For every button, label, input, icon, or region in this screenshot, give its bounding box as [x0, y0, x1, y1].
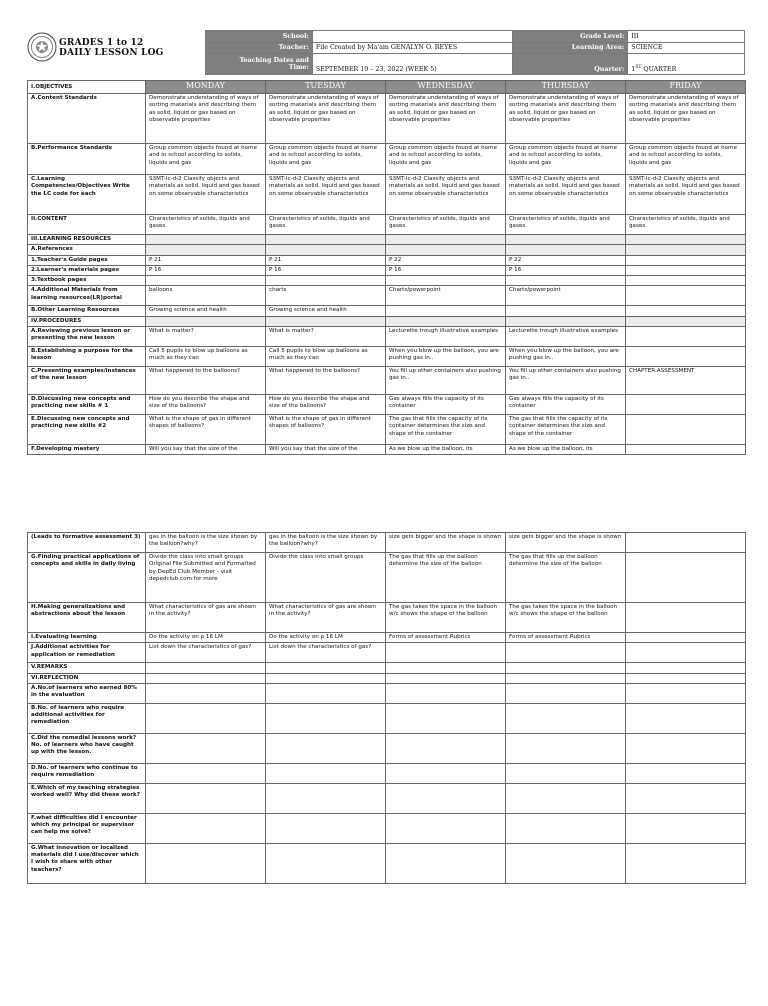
- school-value: [312, 31, 512, 43]
- row-d-discussing-new-concepts-and-practicing: [28, 395, 746, 415]
- cell-wednesday: [386, 306, 506, 316]
- row-label: A.References: [28, 245, 146, 255]
- row-v-remarks: [28, 663, 746, 673]
- day-header-wednesday: WEDNESDAY: [386, 81, 506, 94]
- cell-thursday: As we blow up the balloon, its: [506, 445, 626, 455]
- cell-monday: [146, 663, 266, 673]
- row-label: C.Learning Competencies/Objectives Write the LC code for each: [28, 175, 146, 215]
- cell-tuesday: [266, 783, 386, 813]
- cell-friday: [626, 255, 746, 265]
- cell-wednesday: The gas that fills the capacity of its container determines the size and shape of the container: [386, 415, 506, 445]
- cell-friday: [626, 445, 746, 455]
- cell-tuesday: [266, 683, 386, 703]
- cell-tuesday: [266, 703, 386, 733]
- row-label: E.Discussing new concepts and practicing new skills #2: [28, 415, 146, 445]
- cell-friday: CHAPTER ASSESSMENT: [626, 367, 746, 395]
- row-a-reviewing-previous-lesson-or-presentin: [28, 327, 746, 347]
- cell-tuesday: S3MT-Ic-d-2 Classify objects and materials as solid, liquid and gas based on some observable characteristics: [266, 175, 386, 215]
- cell-tuesday: [266, 843, 386, 883]
- cell-monday: [146, 733, 266, 763]
- row-label: II.CONTENT: [28, 215, 146, 235]
- row-e-discussing-new-concepts-and-practicing: [28, 415, 746, 445]
- cell-wednesday: [386, 643, 506, 663]
- cell-tuesday: List down the characteristics of gas?: [266, 643, 386, 663]
- cell-monday: Characteristics of solids, liquids and gases: [146, 215, 266, 235]
- teaching-dates-label-line1: Teaching Dates and: [239, 57, 309, 64]
- cell-monday: [146, 813, 266, 843]
- cell-thursday: [506, 235, 626, 245]
- row-iv-procedures: [28, 316, 746, 326]
- row-label: B.Establishing a purpose for the lesson: [28, 347, 146, 367]
- cell-wednesday: Demonstrate understanding of ways of sorting materials and describing them as solid, liquid or gas based on observable properties: [386, 94, 506, 144]
- row-label: C.Did the remedial lessons work? No. of learners who have caught up with the lesson.: [28, 733, 146, 763]
- cell-thursday: [506, 673, 626, 683]
- cell-wednesday: [386, 245, 506, 255]
- cell-tuesday: [266, 276, 386, 286]
- cell-tuesday: [266, 663, 386, 673]
- cell-friday: S3MT-Ic-d-2 Classify objects and materials as solid, liquid and gas based on some observable characteristics: [626, 175, 746, 215]
- cell-tuesday: [266, 813, 386, 843]
- row-label: F.Developing mastery: [28, 445, 146, 455]
- cell-monday: [146, 783, 266, 813]
- cell-wednesday: When you blow up the balloon, you are pushing gas in..: [386, 347, 506, 367]
- cell-monday: [146, 245, 266, 255]
- cell-thursday: The gas that fills the capacity of its container determines the size and shape of the container: [506, 415, 626, 445]
- cell-wednesday: [386, 663, 506, 673]
- cell-tuesday: charts: [266, 286, 386, 306]
- cell-tuesday: [266, 316, 386, 326]
- learning-area-value: SCIENCE: [628, 42, 745, 54]
- cell-thursday: [506, 683, 626, 703]
- row-ii-content: [28, 215, 746, 235]
- cell-thursday: [506, 763, 626, 783]
- quarter-label: Quarter:: [512, 54, 628, 75]
- cell-wednesday: Forms of assessment.Rubrics: [386, 633, 506, 643]
- row-label: A.Content Standards: [28, 94, 146, 144]
- cell-monday: [146, 673, 266, 683]
- row-h-making-generalizations-and-abstraction: [28, 603, 746, 633]
- cell-thursday: Characteristics of solids, liquids and gases: [506, 215, 626, 235]
- row-g-what-innovation-or-localized-materials: [28, 843, 746, 883]
- document-title: [59, 38, 164, 58]
- cell-thursday: Gas always fills the capacity of its container: [506, 395, 626, 415]
- cell-thursday: [506, 306, 626, 316]
- cell-thursday: S3MT-Ic-d-2 Classify objects and materials as solid, liquid and gas based on some observable characteristics: [506, 175, 626, 215]
- cell-thursday: P 22: [506, 255, 626, 265]
- cell-wednesday: P 22: [386, 255, 506, 265]
- row-label: E.Which of my teaching strategies worked well? Why did these work?: [28, 783, 146, 813]
- cell-thursday: P 16: [506, 265, 626, 275]
- row-label: VI.REFLECTION: [28, 673, 146, 683]
- row-c-presenting-examples-instances-of-the-n: [28, 367, 746, 395]
- cell-thursday: [506, 276, 626, 286]
- cell-friday: [626, 316, 746, 326]
- cell-wednesday: The gas takes the space in the balloon w/c shows the shape of the balloon: [386, 603, 506, 633]
- cell-tuesday: [266, 673, 386, 683]
- cell-monday: Demonstrate understanding of ways of sorting materials and describing them as solid, liquid or gas based on observable properties: [146, 94, 266, 144]
- row-label: B.Other Learning Resources: [28, 306, 146, 316]
- grade-level-value: III: [628, 31, 745, 43]
- cell-monday: P 21: [146, 255, 266, 265]
- title-line-1: GRADES 1 to 12: [59, 38, 144, 48]
- row-label: 2.Learner's materials pages: [28, 265, 146, 275]
- row-label: G.Finding practical applications of concepts and skills in daily living: [28, 553, 146, 603]
- cell-monday: [146, 276, 266, 286]
- row-label: F.what difficulties did I encounter which my principal or supervisor can help me solve?: [28, 813, 146, 843]
- cell-friday: [626, 533, 746, 553]
- cell-friday: [626, 733, 746, 763]
- row-e-which-of-my-teaching-strategies-worked: [28, 783, 746, 813]
- cell-tuesday: How do you describe the shape and size of the balloons?: [266, 395, 386, 415]
- teaching-dates-label: [206, 54, 313, 75]
- cell-tuesday: [266, 763, 386, 783]
- cell-monday: [146, 703, 266, 733]
- teaching-dates-value: SEPTEMBER 19 – 23, 2022 (WEEK 5): [312, 54, 512, 75]
- cell-thursday: When you blow up the balloon, you are pushing gas in..: [506, 347, 626, 367]
- cell-friday: [626, 843, 746, 883]
- cell-wednesday: [386, 276, 506, 286]
- cell-wednesday: Charts/powerpoint: [386, 286, 506, 306]
- row-f-what-difficulties-did-i-encounter-whic: [28, 813, 746, 843]
- teaching-dates-label-line2: Time:: [288, 64, 309, 71]
- cell-monday: [146, 763, 266, 783]
- cell-thursday: Demonstrate understanding of ways of sorting materials and describing them as solid, liquid or gas based on observable properties: [506, 94, 626, 144]
- cell-monday: Do the activity on p 16 LM: [146, 633, 266, 643]
- cell-thursday: [506, 663, 626, 673]
- row-leads-to-formative-assessment-3: [28, 533, 746, 553]
- cell-wednesday: [386, 235, 506, 245]
- row-c-did-the-remedial-lessons-work-no-of-le: [28, 733, 746, 763]
- title-line-2: DAILY LESSON LOG: [59, 48, 164, 58]
- cell-wednesday: [386, 783, 506, 813]
- row-b-no-of-learners-who-require-additional-: [28, 703, 746, 733]
- cell-thursday: Group common objects found at home and in school according to solids, liquids and gas: [506, 144, 626, 175]
- row-label: H.Making generalizations and abstractions about the lesson: [28, 603, 146, 633]
- cell-wednesday: The gas that fills up the balloon determine the size of the balloon: [386, 553, 506, 603]
- cell-tuesday: What characteristics of gas are shown in the activity?: [266, 603, 386, 633]
- row-a-content-standards: [28, 94, 746, 144]
- row-b-establishing-a-purpose-for-the-lesson: [28, 347, 746, 367]
- cell-wednesday: You fill up other containers also pushing gas in..: [386, 367, 506, 395]
- cell-friday: [626, 265, 746, 275]
- cell-monday: [146, 235, 266, 245]
- row-3-textbook-pages: [28, 276, 746, 286]
- cell-tuesday: [266, 235, 386, 245]
- cell-wednesday: [386, 683, 506, 703]
- row-i-objectives: [28, 81, 746, 94]
- row-c-learning-competencies-objectives-write: [28, 175, 746, 215]
- cell-friday: [626, 603, 746, 633]
- cell-tuesday: P 16: [266, 265, 386, 275]
- cell-thursday: The gas that fills up the balloon determine the size of the balloon: [506, 553, 626, 603]
- cell-monday: What is the shape of gas in different shapes of balloons?: [146, 415, 266, 445]
- row-label: I.OBJECTIVES: [28, 81, 146, 94]
- cell-tuesday: Characteristics of solids, liquids and gases: [266, 215, 386, 235]
- cell-wednesday: P 16: [386, 265, 506, 275]
- grade-level-label: Grade Level:: [512, 31, 628, 43]
- row-label: A.Reviewing previous lesson or presenting the new lesson: [28, 327, 146, 347]
- lesson-table-part-1: [27, 80, 746, 455]
- cell-friday: [626, 703, 746, 733]
- document-header: [27, 30, 745, 78]
- cell-thursday: You fill up other containers also pushing gas in..: [506, 367, 626, 395]
- cell-tuesday: Call 5 pupils to blow up balloons as much as they can: [266, 347, 386, 367]
- cell-tuesday: [266, 245, 386, 255]
- cell-friday: [626, 683, 746, 703]
- cell-monday: S3MT-Ic-d-2 Classify objects and materials as solid, liquid and gas based on some observable characteristics: [146, 175, 266, 215]
- row-label: D.No. of learners who continue to require remediation: [28, 763, 146, 783]
- cell-friday: [626, 395, 746, 415]
- cell-tuesday: P 21: [266, 255, 386, 265]
- cell-friday: [626, 235, 746, 245]
- day-header-friday: FRIDAY: [626, 81, 746, 94]
- cell-monday: Call 5 pupils to blow up balloons as much as they can: [146, 347, 266, 367]
- deped-seal-icon: [27, 32, 57, 62]
- cell-friday: [626, 415, 746, 445]
- row-label: C.Presenting examples/instances of the new lesson: [28, 367, 146, 395]
- day-header-monday: MONDAY: [146, 81, 266, 94]
- row-b-performance-standards: [28, 144, 746, 175]
- row-label: V.REMARKS: [28, 663, 146, 673]
- row-d-no-of-learners-who-continue-to-require: [28, 763, 746, 783]
- cell-thursday: size gets bigger and the shape is shown: [506, 533, 626, 553]
- cell-friday: [626, 763, 746, 783]
- cell-thursday: [506, 813, 626, 843]
- cell-thursday: [506, 643, 626, 663]
- cell-thursday: [506, 316, 626, 326]
- row-label: 3.Textbook pages: [28, 276, 146, 286]
- cell-wednesday: Characteristics of solids, liquids and gases: [386, 215, 506, 235]
- school-label: School:: [206, 31, 313, 43]
- cell-monday: What characteristics of gas are shown in the activity?: [146, 603, 266, 633]
- cell-tuesday: Do the activity on p 16 LM: [266, 633, 386, 643]
- cell-tuesday: [266, 733, 386, 763]
- cell-monday: How do you describe the shape and size of the balloons?: [146, 395, 266, 415]
- cell-wednesday: [386, 316, 506, 326]
- row-label: I.Evaluating learning: [28, 633, 146, 643]
- cell-monday: Group common objects found at home and in school according to solids, liquids and gas: [146, 144, 266, 175]
- teacher-value: File Created by Ma'am GENALYN O. REYES: [312, 42, 512, 54]
- row-g-finding-practical-applications-of-conc: [28, 553, 746, 603]
- lesson-table-part-2: [27, 532, 746, 884]
- cell-wednesday: [386, 703, 506, 733]
- cell-tuesday: What happened to the balloons?: [266, 367, 386, 395]
- row-iii-learning-resources: [28, 235, 746, 245]
- row-label: B.No. of learners who require additional activities for remediation: [28, 703, 146, 733]
- row-label: (Leads to formative assessment 3): [28, 533, 146, 553]
- cell-tuesday: Demonstrate understanding of ways of sorting materials and describing them as solid, liquid or gas based on observable properties: [266, 94, 386, 144]
- row-f-developing-mastery: [28, 445, 746, 455]
- row-label: J.Additional activities for application or remediation: [28, 643, 146, 663]
- cell-friday: [626, 306, 746, 316]
- row-label: 1.Teacher's Guide pages: [28, 255, 146, 265]
- cell-thursday: [506, 703, 626, 733]
- cell-friday: [626, 783, 746, 813]
- cell-monday: balloons: [146, 286, 266, 306]
- cell-thursday: [506, 843, 626, 883]
- cell-friday: [626, 663, 746, 673]
- cell-tuesday: What is matter?: [266, 327, 386, 347]
- cell-thursday: Forms of assessment.Rubrics: [506, 633, 626, 643]
- row-2-learner-s-materials-pages: [28, 265, 746, 275]
- cell-monday: P 16: [146, 265, 266, 275]
- cell-friday: [626, 327, 746, 347]
- row-a-no-of-learners-who-earned-80-in-the-ev: [28, 683, 746, 703]
- row-label: A.No.of learners who earned 80% in the evaluation: [28, 683, 146, 703]
- day-header-tuesday: TUESDAY: [266, 81, 386, 94]
- row-1-teacher-s-guide-pages: [28, 255, 746, 265]
- cell-wednesday: [386, 673, 506, 683]
- cell-friday: [626, 553, 746, 603]
- quarter-value: 1ST QUARTER: [628, 54, 745, 75]
- row-label: III.LEARNING RESOURCES: [28, 235, 146, 245]
- cell-monday: What is matter?: [146, 327, 266, 347]
- cell-monday: List down the characteristics of gas?: [146, 643, 266, 663]
- learning-area-label: Learning Area:: [512, 42, 628, 54]
- teacher-label: Teacher:: [206, 42, 313, 54]
- cell-monday: Growing science and health: [146, 306, 266, 316]
- row-label: 4.Additional Materials from learning resources(LR)portal: [28, 286, 146, 306]
- row-i-evaluating-learning: [28, 633, 746, 643]
- cell-monday: What happened to the balloons?: [146, 367, 266, 395]
- cell-friday: Group common objects found at home and in school according to solids, liquids and gas: [626, 144, 746, 175]
- row-j-additional-activities-for-application-: [28, 643, 746, 663]
- row-label: G.What innovation or localized materials did I use/discover which I wish to share with other teachers?: [28, 843, 146, 883]
- cell-thursday: [506, 733, 626, 763]
- cell-tuesday: Divide the class into small groups: [266, 553, 386, 603]
- cell-tuesday: Group common objects found at home and in school according to solids, liquids and gas: [266, 144, 386, 175]
- cell-wednesday: S3MT-Ic-d-2 Classify objects and materials as solid, liquid and gas based on some observable characteristics: [386, 175, 506, 215]
- cell-wednesday: [386, 733, 506, 763]
- cell-wednesday: size gets bigger and the shape is shown: [386, 533, 506, 553]
- cell-tuesday: Growing science and health: [266, 306, 386, 316]
- row-label: IV.PROCEDURES: [28, 316, 146, 326]
- row-label: B.Performance Standards: [28, 144, 146, 175]
- cell-friday: Characteristics of solids, liquids and gases: [626, 215, 746, 235]
- row-label: D.Discussing new concepts and practicing new skills # 1: [28, 395, 146, 415]
- cell-wednesday: Group common objects found at home and in school according to solids, liquids and gas: [386, 144, 506, 175]
- cell-friday: [626, 633, 746, 643]
- cell-friday: [626, 643, 746, 663]
- cell-thursday: [506, 245, 626, 255]
- cell-friday: [626, 245, 746, 255]
- cell-wednesday: [386, 813, 506, 843]
- cell-wednesday: [386, 843, 506, 883]
- row-a-references: [28, 245, 746, 255]
- cell-tuesday: gas in the balloon is the size shown by the balloon?why?: [266, 533, 386, 553]
- cell-friday: [626, 276, 746, 286]
- cell-monday: [146, 316, 266, 326]
- cell-wednesday: As we blow up the balloon, its: [386, 445, 506, 455]
- cell-monday: gas in the balloon is the size shown by the balloon?why?: [146, 533, 266, 553]
- cell-thursday: The gas takes the space in the balloon w/c shows the shape of the balloon: [506, 603, 626, 633]
- row-b-other-learning-resources: [28, 306, 746, 316]
- day-header-thursday: THURSDAY: [506, 81, 626, 94]
- cell-wednesday: Lecturette trough illustrative examples: [386, 327, 506, 347]
- row-vi-reflection: [28, 673, 746, 683]
- cell-monday: [146, 683, 266, 703]
- cell-friday: [626, 347, 746, 367]
- cell-monday: Will you say that the size of the: [146, 445, 266, 455]
- cell-tuesday: What is the shape of gas in different shapes of balloons?: [266, 415, 386, 445]
- cell-friday: Demonstrate understanding of ways of sorting materials and describing them as solid, liquid or gas based on observable properties: [626, 94, 746, 144]
- cell-friday: [626, 286, 746, 306]
- cell-thursday: Lecturette trough illustrative examples: [506, 327, 626, 347]
- cell-thursday: Charts/powerpoint: [506, 286, 626, 306]
- cell-friday: [626, 813, 746, 843]
- info-table: [205, 30, 745, 75]
- cell-monday: Divide the class into small groups Original File Submitted and Formatted by DepEd Club Member - visit depedclub.com for more: [146, 553, 266, 603]
- cell-friday: [626, 673, 746, 683]
- cell-wednesday: [386, 763, 506, 783]
- cell-wednesday: Gas always fills the capacity of its container: [386, 395, 506, 415]
- row-4-additional-materials-from-learning-res: [28, 286, 746, 306]
- cell-monday: [146, 843, 266, 883]
- cell-thursday: [506, 783, 626, 813]
- cell-tuesday: Will you say that the size of the: [266, 445, 386, 455]
